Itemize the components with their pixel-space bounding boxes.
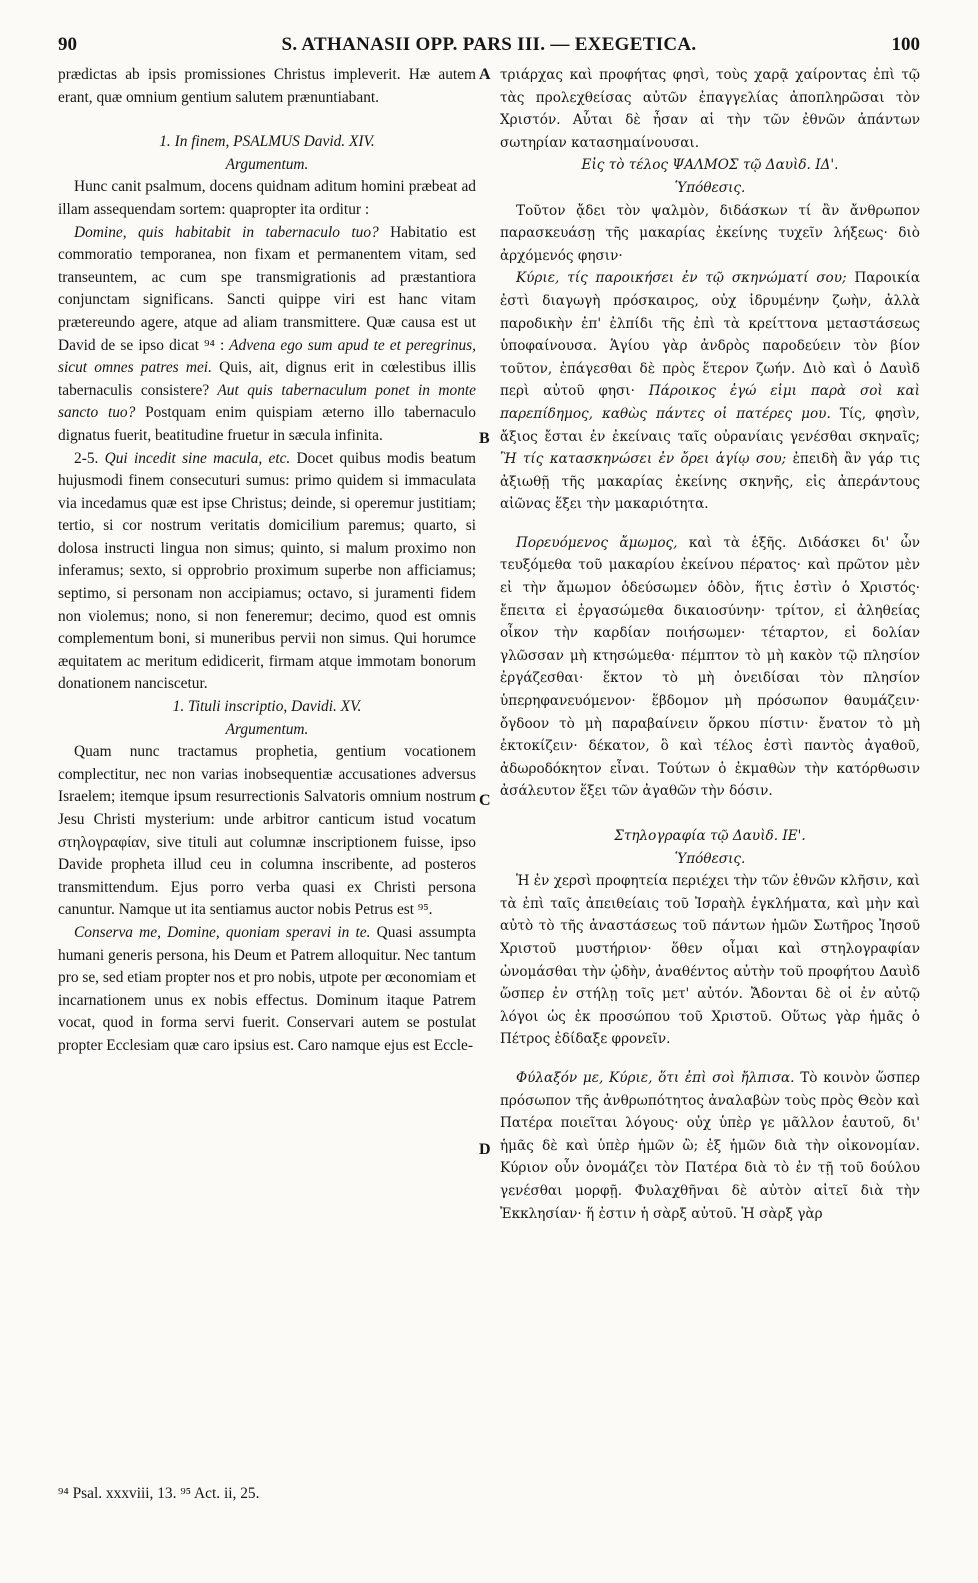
latin-ps15-v1: Conserva me, Domine, quoniam speravi in te. Quasi assumpta humani generis persona, his Deum et Patrem alloquitur. Nec tantum pro se, sed etiam propter nos et pro nobis, utpote per œconomiam et incarnationem unus ex nobis effectus. Dominum itaque Patrem vocat, quod in forma servi fuerit. Conservari autem se postulat propter Ecclesiam quæ caro ipsius est. Caro namque ejus est Eccle- — [58, 923, 477, 1054]
latin-column — [58, 64, 476, 1058]
greek-ps14-argument: Τοῦτον ᾄδει τὸν ψαλμὸν, διδάσκων τί ἂν ἄνθρωπον παρασκευάσῃ τῆς μακαρίας ἐκείνης τυχεῖν λήξεως· διὸ ἀρχόμενός φησιν· — [500, 202, 920, 264]
page-number-right: 100 — [891, 34, 920, 55]
greek-ps14-v1: Κύριε, τίς παροικήσει ἐν τῷ σκηνώματί σου; Παροικία ἐστὶ διαγωγὴ πρόσκαιρος, οὐχ ἱδρυμένην ζωὴν, ἀλλὰ παροδικὴν ἐπ' ἐλπίδι τῆς ἐπὶ τὰ κρείττονα μεταστάσεως ὑποφαίνουσα. Ἁγίου γὰρ ἀνδρὸς παροδεύειν τὸν βίον τοῦτον, ἐπάγεσθαι δὲ πρὸς ἕτερον ζωήν. Διὸ καὶ ὁ Δαυὶδ περὶ αὐτοῦ φησι· Πάροικος ἐγώ εἰμι παρὰ σοὶ καὶ παρεπίδημος, καθὼς πάντες οἱ πατέρες μου. Τίς, φησὶν, ἄξιος ἔσται ἐν ἐκείναις ταῖς οὐρανίαις γενέσθαι σκηναῖς; Ἢ τίς κατασκηνώσει ἐν ὄρει ἁγίῳ σου; ἐπειδὴ ἂν γάρ τις ἀξιωθῇ τῆς μακαρίας ἐκείνης σκηνῆς, εἰς ἀπεράντους αἰῶνας ἕξει τὴν μακαριότητα. — [500, 270, 920, 513]
running-title: S. ATHANASII OPP. PARS III. — EXEGETICA. — [281, 34, 697, 55]
running-header — [58, 34, 920, 62]
latin-ps15-title: 1. Tituli inscriptio, Davidi. XV. — [172, 698, 362, 716]
footnotes: ⁹⁴ Psal. xxxviii, 13. ⁹⁵ Act. ii, 25. — [58, 1485, 260, 1502]
margin-letter-c: C — [479, 792, 491, 809]
margin-letter-a: A — [479, 66, 491, 83]
greek-column — [500, 64, 920, 1225]
margin-letter-d: D — [479, 1141, 491, 1158]
greek-ps15-v1: Φύλαξόν με, Κύριε, ὅτι ἐπὶ σοὶ ἤλπισα. Τὸ κοινὸν ὥσπερ πρόσωπον τῆς ἀνθρωπότητος ἀναλαβὼν τοὺς πρὸς Θεὸν καὶ Πατέρα ποιεῖται λόγους· οὐχ ὑπὲρ γε μᾶλλον ἑαυτοῦ, δι' ἡμᾶς δὲ καὶ ὑπὲρ ἡμῶν ὢ; ἐξ ἡμῶν διὰ τὴν οἰκονομίαν. Κύριον οὖν ὀνομάζει τὸν Πατέρα διὰ τὸ ἐν τῇ τοῦ δούλου γενέσθαι μορφῇ. Φυλαχθῆναι δὲ αὐτὸν αἰτεῖ διὰ τὴν Ἐκκλησίαν· ἥ ἐστιν ἡ σὰρξ αὐτοῦ. Ἡ σὰρξ γὰρ — [500, 1069, 920, 1222]
greek-ps14-title: Εἰς τὸ τέλος ΨΑΛΜΟΣ τῷ Δαυὶδ. ΙΔ'. — [581, 157, 839, 174]
greek-ps14-hypothesis: Ὑπόθεσις. — [674, 179, 746, 196]
latin-ps14-v2-5: 2-5. Qui incedit sine macula, etc. Docet quibus modis beatum hujusmodi finem consecuturi sumus: primo quidem si immaculata via incedamus quæ est ipse Christus; deinde, si operemur justitiam; tertio, si cor nostrum veritatis domicilium paremus; quarto, si dolosa instructi lingua non simus; quinto, si malum proximo non inferamus; sexto, si opprobrio proximum superbe non afficiamus; septimo, si personam non accipiamus; octavo, si juramenti fidem non violemus; nono, si non feneremur; decimo, quod est omnis complementum boni, si muneribus pervii non simus. Qui horumce æquitatem ac meritum edidicerit, firmam atque immotam bonorum donationem nanciscetur. — [58, 449, 476, 693]
greek-ps14-v2-5: Πορευόμενος ἄμωμος, καὶ τὰ ἑξῆς. Διδάσκει δι' ὧν τευξόμεθα τοῦ μακαρίου ἐκείνου πέρατος· καὶ πρῶτον μὲν εἰ τὴν ἄμωμον ὁδεύσωμεν ὁδὸν, ἥτις ἐστὶν ὁ Χριστός· ἔπειτα εἰ ἐργασώμεθα δικαιοσύνην· τρίτον, εἰ ἀληθείας οἶκον τὴν καρδίαν ποιήσωμεν· τέταρτον, εἰ δολίαν γλῶσσαν μὴ κτησώμεθα· πέμπτον τὸ μὴ κακὸν τῷ πλησίον ἐργάζεσθαι· ἕκτον τὸ μὴ ὀνειδίσαι τὸν πλησίον ὑπερηφανευόμενον· ἕβδομον μὴ πρόσωπον θαυμάζειν· ὄγδοον τὸ μὴ παραβαίνειν ὅρκου πίστιν· ἔνατον τὸ μὴ ἐκτοκίζειν· δέκατον, ὃ καὶ τέλος ἐστὶ παντὸς ἀγαθοῦ, ἀδωροδόκητον εἶναι. Τούτων ὁ ἐκμαθὼν τὴν κατόρθωσιν ἀσάλευτον ἕξει τῶν ἀγαθῶν τὴν δόσιν. — [500, 534, 920, 800]
latin-intro: prædictas ab ipsis promissiones Christus impleverit. Hæ autem erant, quæ omnium gentium salutem prænuntiabant. — [58, 66, 476, 106]
latin-ps14-v1: Domine, quis habitabit in tabernaculo tuo? Habitatio est commoratio temporanea, non fixam et permanentem vitam, sed transeuntem, ac cum spe transmigrationis ad præstantiora conjunctam significans. Sancti quippe viri est hanc vitam prætereundo agere, atque ad aliam transmittere. Quæ causa est ut David de se ipso dicat ⁹⁴ : Advena ego sum apud te et peregrinus, sicut omnes patres mei. Quis, ait, dignus erit in cœlestibus illis tabernaculis consistere? Aut quis tabernaculum ponet in monte sancto tuo? Postquam enim quispiam æterno illo tabernaculo dignatus fuerit, beatitudine fruetur in sæcula infinita. — [58, 223, 477, 444]
greek-intro: τριάρχας καὶ προφήτας φησὶ, τοὺς χαρᾷ χαίροντας ἐπὶ τῷ τὰς προλεχθείσας αὐτῶν ἐπαγγελίας ἀποπληρῶσαι τὸν Χριστόν. Αὗται δὲ ἦσαν αἱ τὴν τῶν ἐθνῶν ἁπάντων σωτηρίαν κατασημαίνουσαι. — [500, 67, 920, 151]
latin-ps14-argument: Hunc canit psalmum, docens quidnam aditum homini præbeat ad illam assequendam sortem: quapropter ita orditur : — [58, 178, 476, 218]
latin-ps15-argumentum: Argumentum. — [225, 720, 309, 738]
margin-letter-b: B — [479, 430, 490, 447]
latin-ps14-title: 1. In finem, PSALMUS David. XIV. — [159, 133, 375, 151]
latin-ps14-argumentum: Argumentum. — [225, 155, 309, 173]
page-number-left: 90 — [58, 34, 77, 55]
greek-ps15-hypothesis: Ὑπόθεσις. — [674, 850, 746, 867]
greek-ps15-title: Στηλογραφία τῷ Δαυὶδ. ΙΕ'. — [614, 828, 806, 844]
greek-ps15-argument: Ἡ ἐν χερσὶ προφητεία περιέχει τὴν τῶν ἐθνῶν κλῆσιν, καὶ τὰ ἐπὶ ταῖς ἀπειθείαις τοῦ Ἰσραὴλ ἐγκλήματα, καὶ μὴν καὶ αὐτὸ τὸ τῆς ἀναστάσεως τοῦ πάντων ἡμῶν Σωτῆρος Ἰησοῦ Χριστοῦ μυστήριον· ὅθεν οἶμαι καὶ στηλογραφίαν ὠνομάσθαι τὴν ᾠδὴν, ἀναθέντος αὐτὴν τοῦ προφήτου Δαυὶδ ὥσπερ ἐν στήλῃ τοῖς μετ' αὐτόν. Ἄδονται δὲ οἱ ἐν αὐτῷ λόγοι ὡς ἐκ προσώπου τοῦ Χριστοῦ. Οὕτως γὰρ ἡμᾶς ὁ Πέτρος ἐδίδαξε φρονεῖν. — [500, 873, 920, 1048]
latin-ps15-argument: Quam nunc tractamus prophetia, gentium vocationem complectitur, nec non varias inobsequentiæ accusationes adversus Israelem; itemque ipsum resurrectionis Salvatoris omnium nostrum Jesu Christi mysterium: unde arbitror canticum istud vocatum στηλογραφίαν, sive tituli aut columnæ inscriptionem fuisse, ipso Davide propheta illud ceu in columna inscribente, ad posteros transmittendum. Ejus porro verba quasi ex Christi persona canuntur. Namque ut ita sentiamus auctor nobis Petrus est ⁹⁵. — [58, 743, 476, 919]
